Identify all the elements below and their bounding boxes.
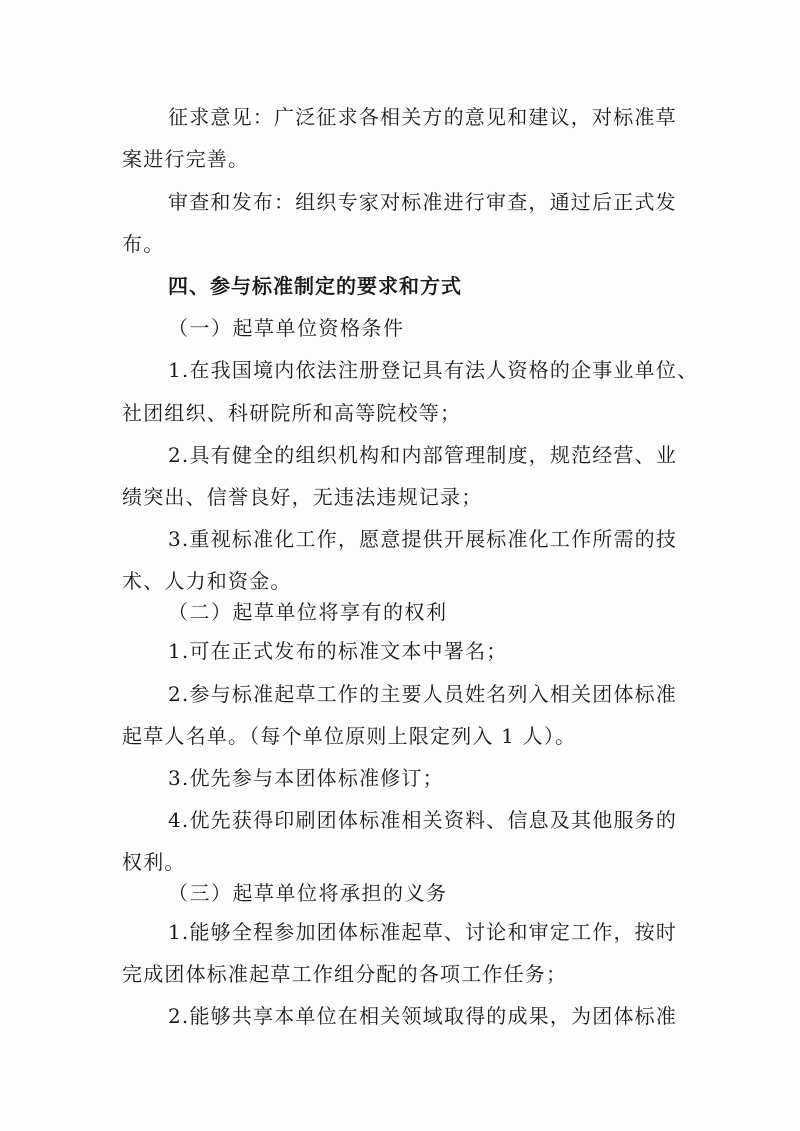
paragraph-line: 起草人名单。（每个单位原则上限定列入 1 人）。 xyxy=(122,724,577,748)
paragraph-line: 2.具有健全的组织机构和内部管理制度，规范经营、业 xyxy=(168,443,678,467)
paragraph-line: 案进行完善。 xyxy=(122,147,250,171)
paragraph-line: 审查和发布：组织专家对标准进行审查，通过后正式发 xyxy=(168,190,677,214)
paragraph-line: 征求意见：广泛征求各相关方的意见和建议，对标准草 xyxy=(168,105,677,129)
paragraph-line: 3.重视标准化工作，愿意提供开展标准化工作所需的技 xyxy=(168,527,678,551)
paragraph-line: 权利。 xyxy=(122,850,186,874)
subsection-heading: （一）起草单位资格条件 xyxy=(168,316,405,340)
paragraph-line: 完成团体标准起草工作组分配的各项工作任务； xyxy=(122,962,568,986)
paragraph-line: 1.能够全程参加团体标准起草、讨论和审定工作，按时 xyxy=(168,920,678,944)
paragraph-line: 2.能够共享本单位在相关领域取得的成果，为团体标准 xyxy=(168,1004,678,1028)
paragraph-line: 3.优先参与本团体标准修订； xyxy=(168,766,444,790)
paragraph-line: 绩突出、信誉良好，无违法违规记录； xyxy=(122,485,483,509)
paragraph-line: 社团组织、科研院所和高等院校等； xyxy=(122,401,462,425)
subsection-heading: （三）起草单位将承担的义务 xyxy=(168,881,448,905)
paragraph-line: 术、人力和资金。 xyxy=(122,569,292,593)
paragraph-line: 1.可在正式发布的标准文本中署名； xyxy=(168,639,508,663)
paragraph-line: 布。 xyxy=(122,232,165,256)
section-heading: 四、参与标准制定的要求和方式 xyxy=(168,274,462,298)
paragraph-line: 4.优先获得印刷团体标准相关资料、信息及其他服务的 xyxy=(168,808,678,832)
paragraph-line: 2.参与标准起草工作的主要人员姓名列入相关团体标准 xyxy=(168,682,678,706)
paragraph-line: 1.在我国境内依法注册登记具有法人资格的企事业单位、 xyxy=(168,358,699,382)
subsection-heading: （二）起草单位将享有的权利 xyxy=(168,600,448,624)
